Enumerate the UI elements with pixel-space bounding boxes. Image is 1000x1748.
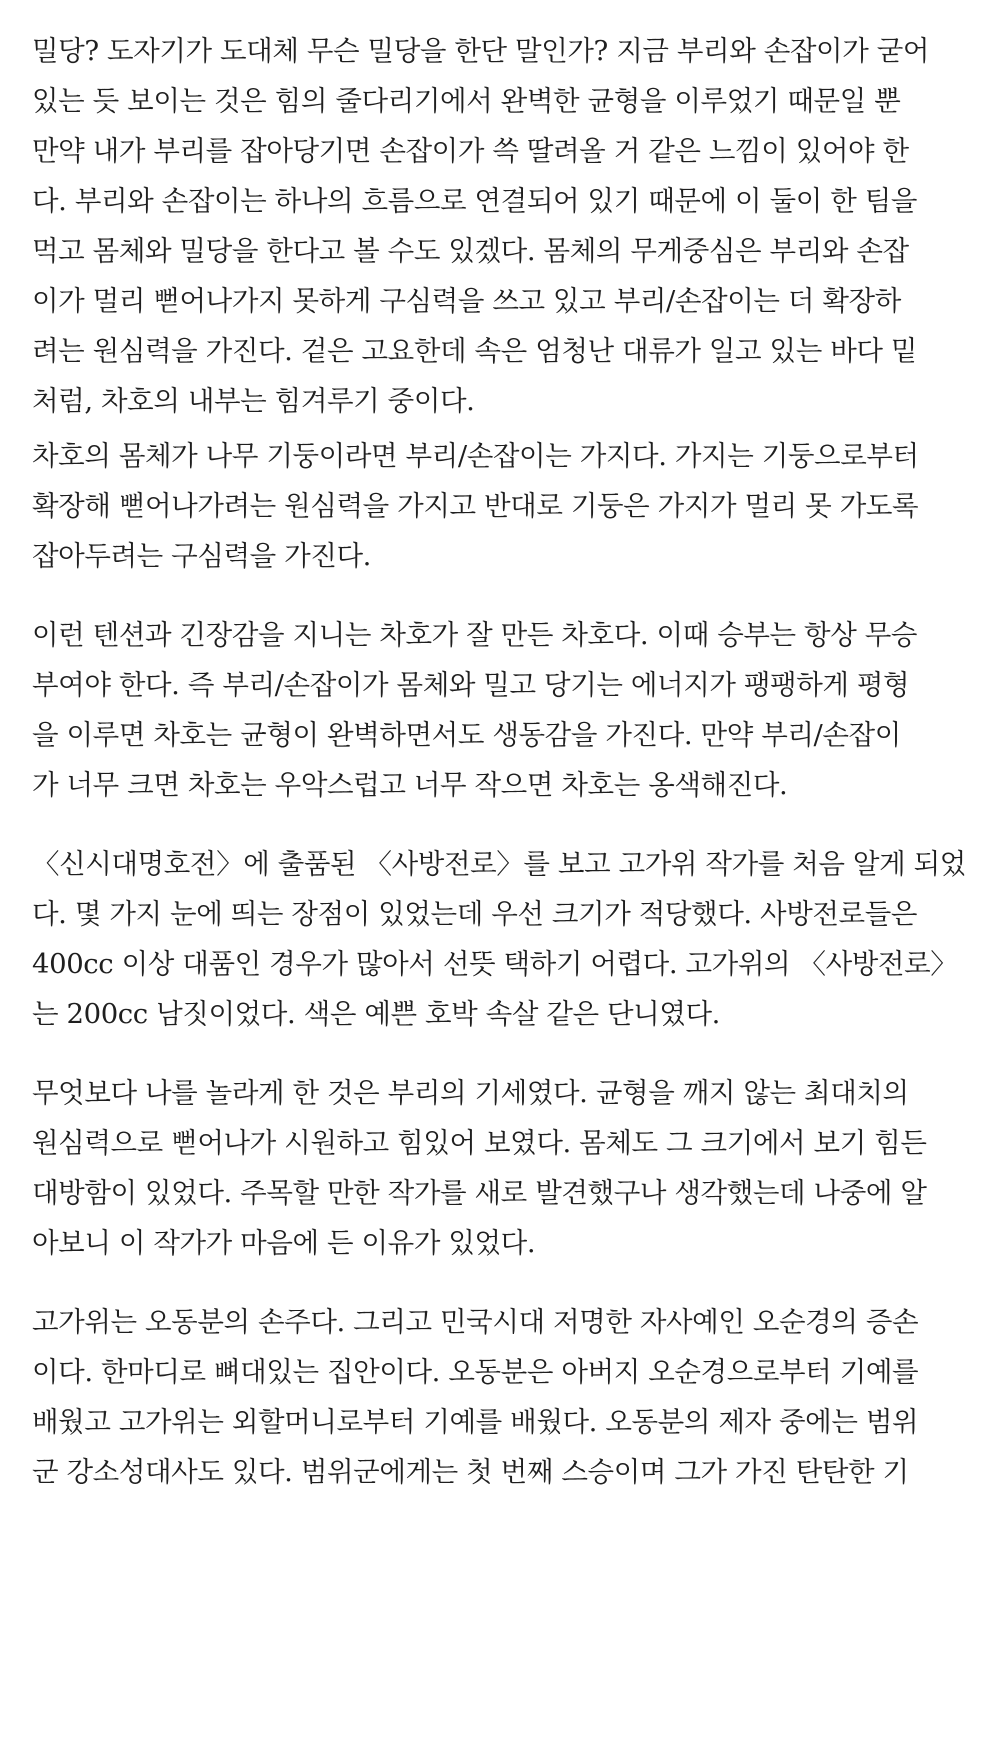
text-line: 이다. 한마디로 뼈대있는 집안이다. 오동분은 아버지 오순경으로부터 기예를 [32, 1356, 919, 1388]
text-line: 있는 듯 보이는 것은 힘의 줄다리기에서 완벽한 균형을 이루었기 때문일 뿐 [32, 85, 901, 117]
text-line: 원심력으로 뻗어나가 시원하고 힘있어 보였다. 몸체도 그 크기에서 보기 힘든 [32, 1127, 927, 1159]
text-line: 이가 멀리 뻗어나가지 못하게 구심력을 쓰고 있고 부리/손잡이는 더 확장하 [32, 285, 901, 317]
text-line: 밀당? 도자기가 도대체 무슨 밀당을 한단 말인가? 지금 부리와 손잡이가 굳어 [32, 35, 930, 67]
text-line: 차호의 몸체가 나무 기둥이라면 부리/손잡이는 가지다. 가지는 기둥으로부터 [32, 440, 919, 472]
paragraph-4 [32, 839, 972, 1039]
text-line: 아보니 이 작가가 마음에 든 이유가 있었다. [32, 1227, 536, 1259]
paragraph-6 [32, 1297, 972, 1497]
text-line: 다. 부리와 손잡이는 하나의 흐름으로 연결되어 있기 때문에 이 둘이 한 팀을 [32, 185, 918, 217]
text-line: 는 200cc 남짓이었다. 색은 예쁜 호박 속살 같은 단니였다. [32, 998, 721, 1030]
text-line: 다. 몇 가지 눈에 띄는 장점이 있었는데 우선 크기가 적당했다. 사방전로들은 [32, 898, 918, 930]
paragraph-2 [32, 431, 972, 581]
paragraph-1 [32, 26, 972, 426]
text-line: 확장해 뻗어나가려는 원심력을 가지고 반대로 기둥은 가지가 멀리 못 가도록 [32, 490, 919, 522]
text-line: 〈신시대명호전〉에 출품된 〈사방전로〉를 보고 고가위 작가를 처음 알게 되었 [32, 848, 966, 880]
text-line: 무엇보다 나를 놀라게 한 것은 부리의 기세였다. 균형을 깨지 않는 최대치의 [32, 1077, 909, 1109]
article-body [32, 26, 972, 1497]
text-line: 배웠고 고가위는 외할머니로부터 기예를 배웠다. 오동분의 제자 중에는 범위 [32, 1406, 919, 1438]
paragraph-3 [32, 610, 972, 810]
text-line: 려는 원심력을 가진다. 겉은 고요한데 속은 엄청난 대류가 일고 있는 바다 밑 [32, 335, 918, 367]
text-line: 가 너무 크면 차호는 우악스럽고 너무 작으면 차호는 옹색해진다. [32, 769, 788, 801]
text-line: 잡아두려는 구심력을 가진다. [32, 540, 372, 572]
text-line: 이런 텐션과 긴장감을 지니는 차호가 잘 만든 차호다. 이때 승부는 항상 무승 [32, 619, 918, 651]
text-line: 대방함이 있었다. 주목할 만한 작가를 새로 발견했구나 생각했는데 나중에 알 [32, 1177, 927, 1209]
text-line: 고가위는 오동분의 손주다. 그리고 민국시대 저명한 자사예인 오순경의 증손 [32, 1306, 919, 1338]
text-line: 군 강소성대사도 있다. 범위군에게는 첫 번째 스승이며 그가 가진 탄탄한 기 [32, 1456, 909, 1488]
text-line: 부여야 한다. 즉 부리/손잡이가 몸체와 밀고 당기는 에너지가 팽팽하게 평형 [32, 669, 910, 701]
text-line: 먹고 몸체와 밀당을 한다고 볼 수도 있겠다. 몸체의 무게중심은 부리와 손잡 [32, 235, 909, 267]
text-line: 처럼, 차호의 내부는 힘겨루기 중이다. [32, 385, 475, 417]
text-line: 400cc 이상 대품인 경우가 많아서 선뜻 택하기 어렵다. 고가위의 〈사방전로〉 [32, 948, 958, 980]
text-line: 을 이루면 차호는 균형이 완벽하면서도 생동감을 가진다. 만약 부리/손잡이 [32, 719, 901, 751]
paragraph-5 [32, 1068, 972, 1268]
text-line: 만약 내가 부리를 잡아당기면 손잡이가 쓱 딸려올 거 같은 느낌이 있어야 한 [32, 135, 909, 167]
